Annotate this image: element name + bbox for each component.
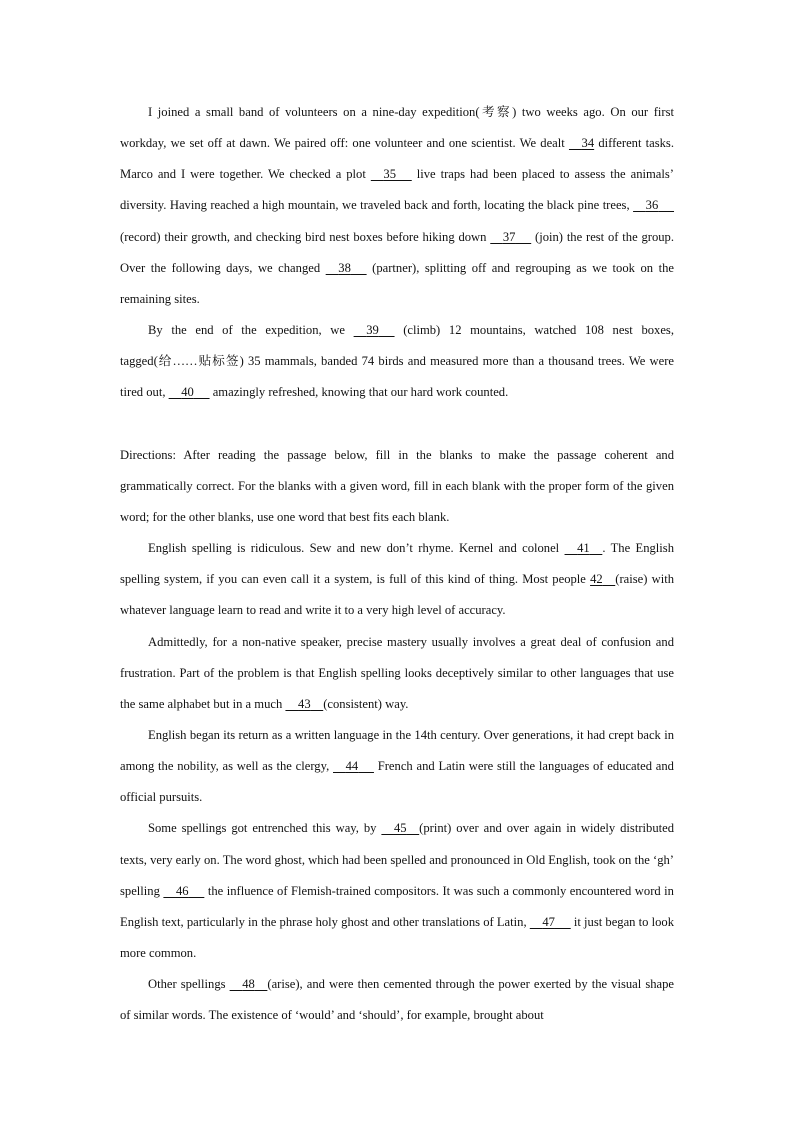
hint-word-36: (record): [120, 229, 161, 244]
text: English spelling is ridiculous. Sew and new don’t rhyme. Kernel and colonel: [148, 541, 560, 556]
text: different tasks. Marco and I were together. We checked a plot: [120, 136, 674, 182]
text: Other spellings: [148, 977, 226, 992]
text: splitting off and regrouping as we took on the remaining sites.: [120, 260, 674, 306]
hint-word-37: (join): [535, 229, 563, 244]
blank-40[interactable]: 40: [181, 385, 194, 400]
text: French and Latin were still the languages of educated and official pursuits.: [120, 759, 674, 805]
directions: Directions: After reading the passage below, fill in the blanks to make the passage coherent and grammatically correct. For the blanks with a given word, fill in each blank with the proper form of the given word; for the other blanks, use one word that best fits each blank.: [120, 447, 674, 524]
text: their growth, and checking bird nest boxes before hiking down: [164, 229, 487, 244]
passage2-paragraph-1: [120, 533, 674, 626]
chinese-gloss: 考察: [479, 105, 513, 119]
hint-word-42: (raise): [615, 572, 648, 587]
hint-word-43: (consistent): [323, 696, 382, 711]
text: ) two weeks ago. On our first workday, we set off at dawn. We paired off: one volunteer and one scientist. We dealt: [120, 105, 675, 151]
blank-44[interactable]: 44: [345, 759, 359, 774]
text: live traps had been placed to assess the animals’ diversity. Having reached a high mountain, we traveled back and forth, locating the black pine trees,: [120, 167, 674, 213]
text: the influence of Flemish-trained compositors. It was such a commonly encountered word in English text, particularly in the phrase holy ghost and other translations of Latin,: [120, 883, 674, 929]
text: By the end of the expedition, we: [148, 323, 345, 338]
hint-word-39: (climb): [403, 323, 441, 338]
passage2-paragraph-4: [120, 813, 674, 969]
text: Some spellings got entrenched this way, by: [148, 821, 377, 836]
passage2-paragraph-3: [120, 720, 674, 813]
text: . The English spelling system, if you can even call it a system, is full of this kind of thing. Most people: [120, 541, 674, 587]
text: with whatever language learn to read and write it to a very high level of accuracy.: [120, 572, 674, 618]
hint-word-38: (partner),: [372, 260, 420, 275]
blank-39[interactable]: 39: [366, 323, 379, 338]
text: way.: [385, 696, 409, 711]
document-page: [120, 97, 674, 1032]
section-gap: [120, 409, 674, 440]
blank-45[interactable]: 45: [393, 821, 407, 836]
text: over and over again in widely distributed texts, very early on. The word ghost, which had been spelled and pronounced in Old English, took on the ‘gh’ spelling: [120, 821, 674, 898]
passage1-paragraph-2: [120, 315, 674, 408]
blank-34[interactable]: 34: [581, 136, 595, 151]
blank-43[interactable]: 43: [298, 696, 311, 711]
text: it just began to look more common.: [120, 914, 674, 961]
blank-36[interactable]: 36: [645, 198, 659, 213]
text: and were then cemented through the power exerted by the visual shape of similar words. The existence of ‘would’ and ‘should’, for example, brought about: [120, 977, 674, 1023]
text: I joined a small band of volunteers on a nine-day expedition(: [148, 105, 480, 119]
passage2-paragraph-2: [120, 627, 674, 720]
text: 12 mountains, watched 108 nest boxes, tagged(给……贴标签) 35 mammals, banded 74 birds and measured more than a thousand trees. We were tired out,: [120, 323, 674, 400]
passage1-paragraph-1: [120, 97, 674, 315]
passage2-paragraph-5: [120, 969, 674, 1031]
text: Admittedly, for a non-native speaker, precise mastery usually involves a great deal of confusion and frustration. Part of the problem is that English spelling looks deceptively similar to other languages that use the same alphabet but in a much: [120, 634, 674, 711]
blank-48[interactable]: 48: [242, 977, 255, 992]
text: the rest of the group. Over the following days, we changed: [120, 229, 675, 275]
blank-41[interactable]: 41: [577, 541, 590, 556]
hint-word-45: (print): [419, 821, 452, 836]
blank-42[interactable]: 42: [590, 572, 603, 587]
blank-47[interactable]: 47: [542, 914, 555, 929]
hint-word-48: (arise),: [267, 977, 303, 992]
text: amazingly refreshed, knowing that our hard work counted.: [212, 385, 509, 400]
text: English began its return as a written language in the 14th century. Over generations, it had crept back in among the nobility, as well as the clergy,: [120, 727, 674, 774]
blank-38[interactable]: 38: [338, 260, 351, 275]
blank-37[interactable]: 37: [502, 229, 516, 244]
blank-46[interactable]: 46: [175, 883, 189, 898]
blank-35[interactable]: 35: [383, 167, 396, 182]
